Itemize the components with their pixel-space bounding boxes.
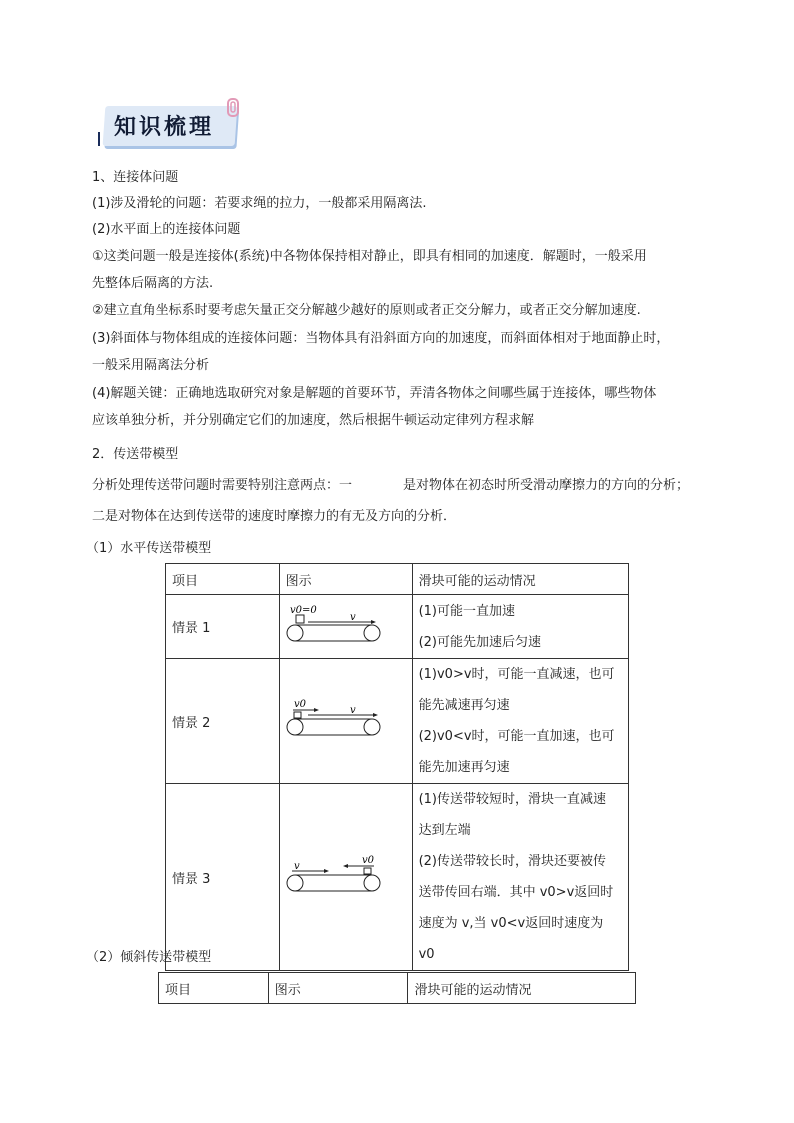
description-line: 送带传回右端．其中 v0>v返回时 — [418, 885, 614, 900]
section1-p5a: (3)斜面体与物体组成的连接体问题：当物体具有沿斜面方向的加速度，而斜面体相对于地面静止时， — [92, 331, 670, 346]
badge-decoration — [98, 132, 110, 146]
pulley-left — [287, 875, 303, 891]
pulley-right — [364, 719, 380, 735]
table-header-row — [159, 973, 636, 1004]
table-header-row — [166, 564, 629, 595]
section1-p1: (1)涉及滑轮的问题：若要求绳的拉力，一般都采用隔离法. — [92, 196, 427, 211]
description-line: (2)可能先加速后匀速 — [418, 634, 541, 650]
block-icon — [296, 615, 304, 623]
table-row — [166, 595, 629, 659]
belt-figure-cell — [279, 659, 412, 784]
fig-v0-label: v0 — [361, 855, 374, 866]
section1-p6b: 应该单独分析，并分别确定它们的加速度，然后根据牛顿运动定律列方程求解 — [92, 413, 535, 428]
section1-p2: (2)水平面上的连接体问题 — [92, 222, 241, 237]
section2-p2: 二是对物体在达到传送带的速度时摩擦力的有无及方向的分析． — [92, 509, 457, 524]
description-line: 能先加速再匀速 — [418, 760, 510, 775]
section1-p6a: (4)解题关键：正确地选取研究对象是解题的首要环节，弄清各物体之间哪些属于连接体，哪些物体 — [92, 386, 657, 401]
arrowhead-icon — [373, 713, 378, 717]
fig-v-label: v — [349, 705, 356, 716]
block-icon — [364, 868, 371, 874]
inclined-caption: （2）倾斜传送带模型 — [86, 950, 212, 965]
section2-p1a: 分析处理传送带问题时需要特别注意两点：一 — [92, 478, 353, 493]
fig-v-label: v — [349, 611, 356, 623]
pulley-left — [287, 625, 303, 641]
section2-heading: 2．传送带模型 — [92, 447, 179, 462]
horizontal-belt-table — [165, 563, 629, 971]
description-line: (2)传送带较长时，滑块还要被传 — [418, 854, 606, 869]
conveyor-belt-diagram — [286, 603, 386, 647]
section1-p3b: 先整体后隔离的方法. — [92, 276, 214, 291]
arrowhead-icon — [343, 864, 348, 868]
belt-figure-cell — [279, 595, 412, 659]
header-cell: 图示 — [279, 564, 412, 595]
motion-description — [412, 595, 628, 659]
conveyor-belt-diagram — [286, 697, 386, 741]
scenario-label: 情景 3 — [166, 784, 280, 971]
header-cell: 滑块可能的运动情况 — [412, 564, 628, 595]
section2-p1b: 是对物体在初态时所受滑动摩擦力的方向的分析； — [403, 478, 690, 493]
header-cell: 项目 — [159, 973, 269, 1004]
table-row — [166, 659, 629, 784]
motion-description — [412, 784, 628, 971]
header-cell: 项目 — [166, 564, 280, 595]
description-line: 速度为 v,当 v0<v返回时速度为 v0 — [418, 916, 604, 962]
block-icon — [294, 712, 301, 718]
header-cell: 滑块可能的运动情况 — [408, 973, 636, 1004]
pulley-right — [364, 875, 380, 891]
section-badge — [98, 98, 248, 148]
fig-v0-label: v0=0 — [289, 604, 317, 616]
section1-p3a: ①这类问题一般是连接体(系统)中各物体保持相对静止，即具有相同的加速度．解题时，一般采用 — [92, 249, 647, 264]
description-line: (1)v0>v时，可能一直减速，也可 — [418, 667, 615, 682]
motion-description — [412, 659, 628, 784]
section1-p5b: 一般采用隔离法分析 — [92, 358, 210, 373]
description-line: (2)v0<v时，可能一直加速，也可 — [418, 729, 615, 744]
paperclip-icon — [226, 98, 240, 118]
fig-v0-label: v0 — [293, 699, 306, 710]
horizontal-caption: （1）水平传送带模型 — [86, 541, 212, 556]
scenario-label: 情景 2 — [166, 659, 280, 784]
description-line: (1)传送带较短时，滑块一直减速 — [418, 792, 606, 807]
arrowhead-icon — [371, 620, 376, 624]
description-line: 能先减速再匀速 — [418, 698, 510, 713]
section1-heading: 1、连接体问题 — [92, 170, 179, 185]
arrowhead-icon — [324, 869, 329, 873]
header-cell: 图示 — [268, 973, 408, 1004]
fig-v-label: v — [293, 861, 300, 872]
arrowhead-icon — [314, 708, 319, 712]
section1-p4: ②建立直角坐标系时要考虑矢量正交分解越少越好的原则或者正交分解力，或者正交分解加速度. — [92, 303, 641, 318]
pulley-left — [287, 719, 303, 735]
belt-figure-cell — [279, 784, 412, 971]
table-row — [166, 784, 629, 971]
description-line: 达到左端 — [418, 823, 471, 838]
description-line: (1)可能一直加速 — [418, 603, 515, 619]
badge-title: 知识梳理 — [114, 114, 215, 140]
pulley-right — [364, 625, 380, 641]
scenario-label: 情景 1 — [166, 595, 280, 659]
conveyor-belt-diagram — [286, 853, 386, 897]
inclined-belt-table — [158, 972, 636, 1004]
